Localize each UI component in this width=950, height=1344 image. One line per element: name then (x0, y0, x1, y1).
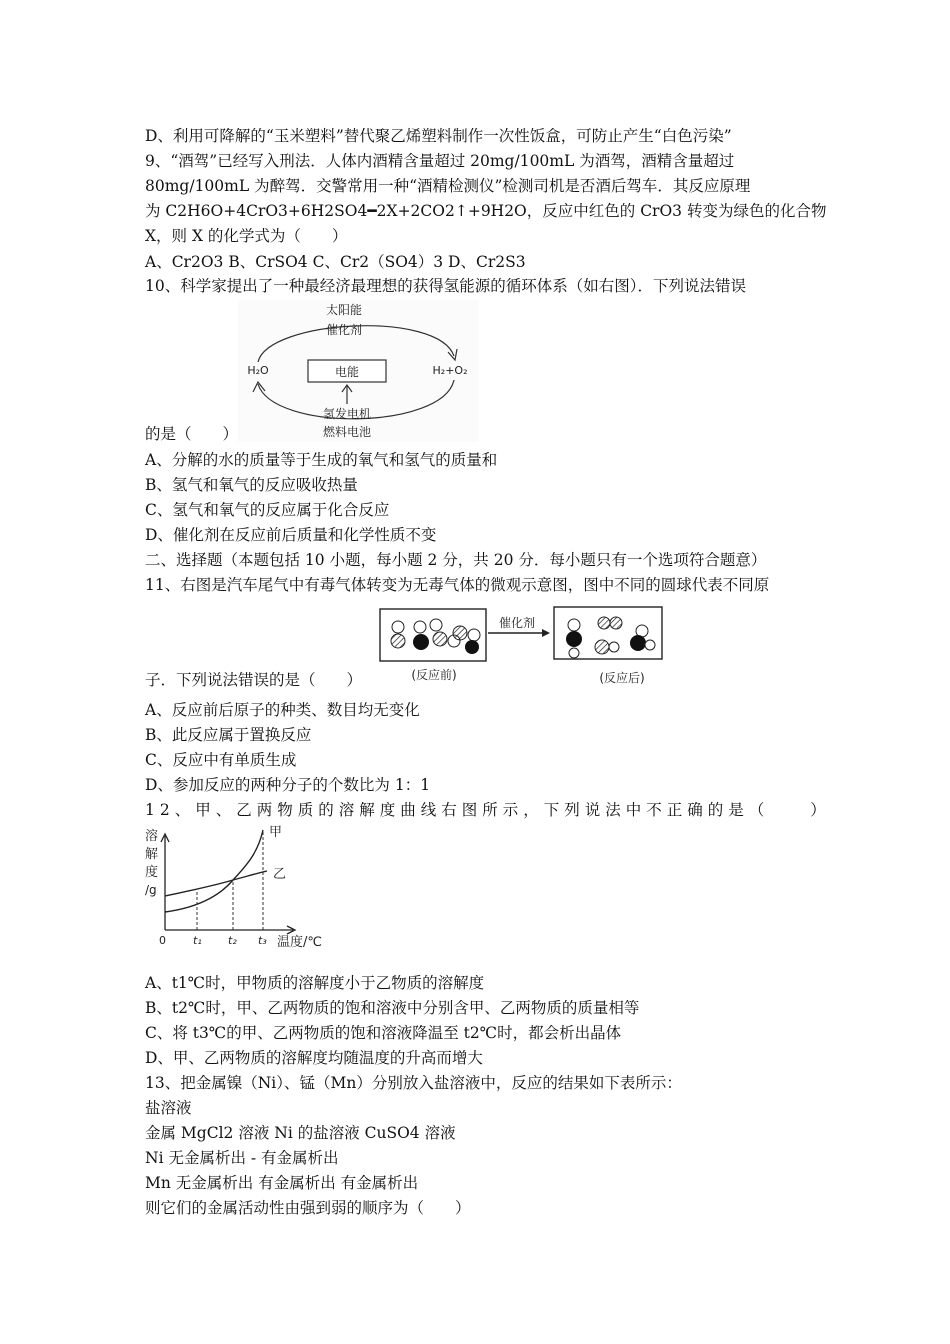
tick-t3: t₃ (258, 934, 267, 947)
electric-energy-label: 电能 (334, 365, 360, 379)
y-axis-label-1: 溶 (145, 829, 159, 844)
table-caption: 盐溶液 (145, 1099, 192, 1117)
series-yi-label: 乙 (273, 867, 287, 882)
y-axis-label-4: /g (145, 883, 157, 897)
q12-option-c: C、将 t3℃的甲、乙两物质的饱和溶液降温至 t2℃时，都会析出晶体 (145, 1024, 622, 1042)
q10-option-c: C、氢气和氧气的反应属于化合反应 (145, 501, 390, 519)
table-header-row: 金属 MgCl2 溶液 Ni 的盐溶液 CuSO4 溶液 (145, 1124, 456, 1142)
q11-option-a: A、反应前后原子的种类、数目均无变化 (145, 701, 420, 719)
series-jia-label: 甲 (269, 825, 283, 840)
q11-option-d: D、参加反应的两种分子的个数比为 1：1 (145, 776, 431, 794)
y-axis-label-3: 度 (145, 865, 159, 880)
q10-option-a: A、分解的水的质量等于生成的氧气和氢气的质量和 (145, 451, 498, 469)
y-axis-label-2: 解 (145, 847, 159, 862)
before-label: (反应前) (411, 668, 457, 682)
solar-label: 太阳能 (325, 303, 363, 317)
q10-option-d: D、催化剂在反应前后质量和化学性质不变 (145, 526, 437, 544)
hydrogen-cycle-diagram (238, 300, 478, 442)
q8-option-d: D、利用可降解的“玉米塑料”替代聚乙烯塑料制作一次性饭盒，可防止产生“白色污染” (145, 127, 732, 145)
x-axis-label: 温度/℃ (277, 935, 322, 950)
q12-option-b: B、t2℃时，甲、乙两物质的饱和溶液中分别含甲、乙两物质的质量相等 (145, 999, 640, 1017)
section-two-heading: 二、选择题（本题包括 10 小题，每小题 2 分，共 20 分．每小题只有一个选项符合题意） (145, 551, 767, 569)
q11-stem: 11、右图是汽车尾气中有毒气体转变为无毒气体的微观示意图，图中不同的圆球代表不同原 (145, 576, 770, 594)
series-jia-line (165, 830, 263, 912)
q12-option-a: A、t1℃时，甲物质的溶解度小于乙物质的溶解度 (145, 974, 485, 992)
q13-question: 则它们的金属活动性由强到弱的顺序为（ ） (145, 1199, 471, 1217)
tick-t2: t₂ (228, 934, 237, 947)
table-row-mn: Mn 无金属析出 有金属析出 有金属析出 (145, 1174, 419, 1192)
q13-stem: 13、把金属镍（Ni）、锰（Mn）分别放入盐溶液中，反应的结果如下表所示： (145, 1074, 682, 1092)
generator-label: 氢发电机 (322, 407, 372, 421)
tick-t1: t₁ (193, 934, 202, 947)
q11-stem-end: 子．下列说法错误的是（ ） (145, 671, 363, 689)
q11-option-c: C、反应中有单质生成 (145, 751, 297, 769)
table-row-ni: Ni 无金属析出 - 有金属析出 (145, 1149, 339, 1167)
q12-stem: 12、甲、乙两物质的溶解度曲线右图所示，下列说法中不正确的是（ ） (145, 801, 831, 819)
hydrogen-oxygen-label: H₂+O₂ (432, 364, 468, 377)
q9-stem-1: 9、“酒驾”已经写入刑法．人体内酒精含量超过 20mg/100mL 为酒驾，酒精含量超过 (145, 152, 735, 170)
q9-stem-4: X，则 X 的化学式为（ ） (145, 227, 348, 245)
q10-stem-end: 的是（ ） (145, 425, 239, 443)
q9-options: A、Cr2O3 B、CrSO4 C、Cr2（SO4）3 D、Cr2S3 (145, 253, 526, 271)
origin-label: 0 (159, 934, 166, 947)
q10-stem: 10、科学家提出了一种最经济最理想的获得氢能源的循环体系（如右图）．下列说法错误 (145, 277, 746, 295)
q12-option-d: D、甲、乙两物质的溶解度均随温度的升高而增大 (145, 1049, 483, 1067)
q9-stem-3: 为 C2H6O+4CrO3+6H2SO4━2X+2CO2↑+9H2O，反应中红色的 CrO3 转变为绿色的化合物 (145, 202, 827, 220)
q9-stem-2: 80mg/100mL 为醉驾．交警常用一种“酒精检测仪”检测司机是否酒后驾车．其反应原理 (145, 177, 751, 195)
catalyst-label: 催化剂 (325, 323, 363, 337)
solubility-chart (143, 822, 333, 952)
q10-option-b: B、氢气和氧气的反应吸收热量 (145, 476, 358, 494)
water-label: H₂O (247, 364, 269, 377)
q11-option-b: B、此反应属于置换反应 (145, 726, 312, 744)
fuel-cell-label: 燃料电池 (322, 425, 372, 439)
series-yi-line (165, 871, 267, 896)
reaction-micro-diagram (376, 603, 666, 689)
after-label: (反应后) (599, 671, 645, 685)
arrow-catalyst-label: 催化剂 (498, 616, 536, 630)
